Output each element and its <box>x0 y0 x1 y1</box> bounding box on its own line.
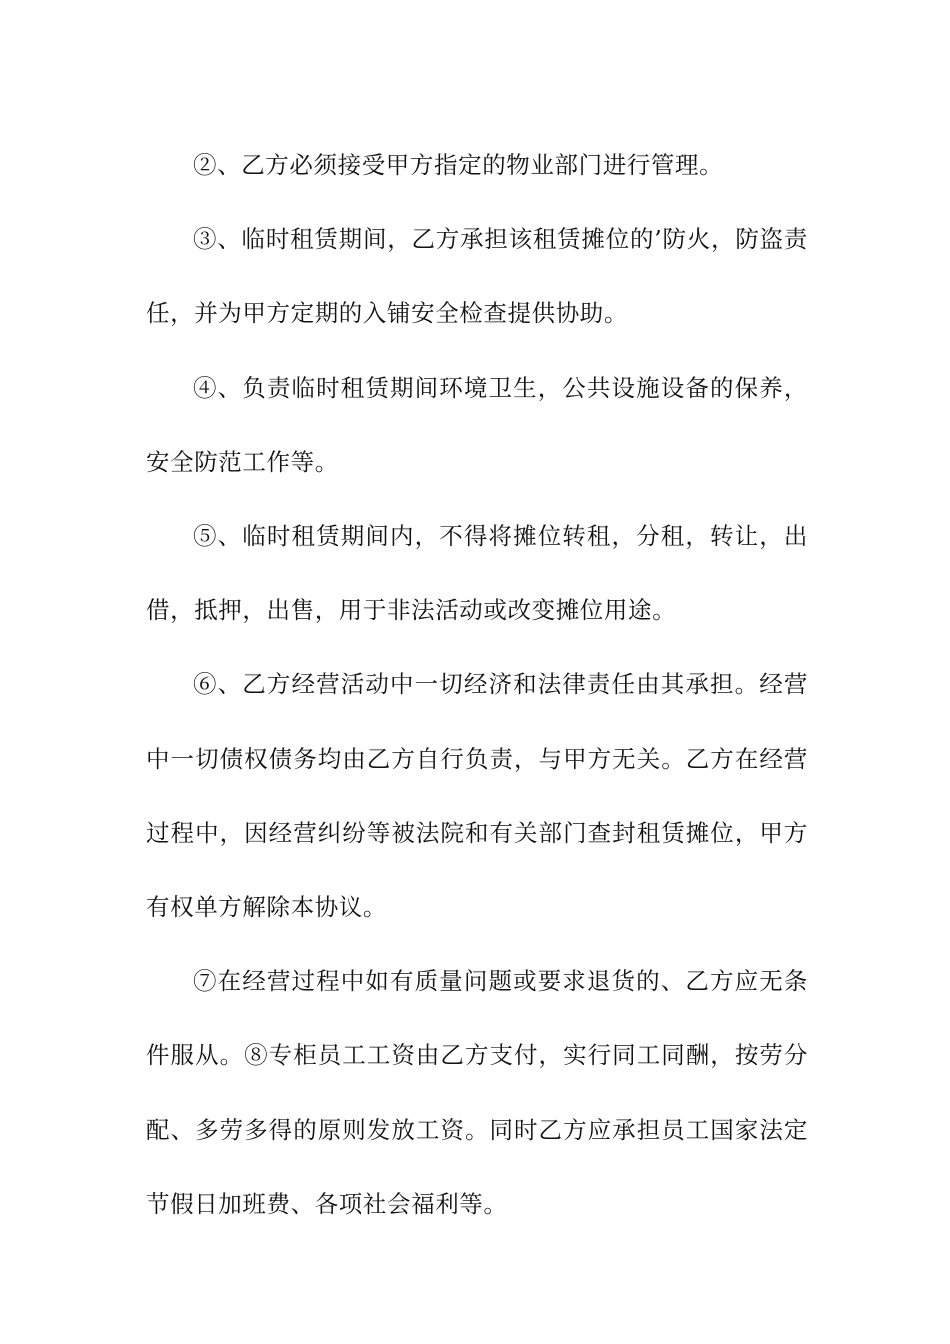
clause-3-paragraph: ③、临时租赁期间，乙方承担该租赁摊位的’防火，防盗责任，并为甲方定期的入铺安全检查提供协助。 <box>146 225 808 328</box>
clause-2-paragraph: ②、乙方必须接受甲方指定的物业部门进行管理。 <box>193 151 724 179</box>
clause-4-paragraph: ④、负责临时租赁期间环境卫生，公共设施设备的保养，安全防范工作等。 <box>146 373 808 476</box>
clause-6-paragraph: ⑥、乙方经营活动中一切经济和法律责任由其承担。经营中一切债权债务均由乙方自行负责，与甲方无关。乙方在经营过程中，因经营纠纷等被法院和有关部门查封租赁摊位，甲方有权单方解除本协议。 <box>146 670 808 922</box>
clause-5-paragraph: ⑤、临时租赁期间内，不得将摊位转租，分租，转让，出借，抵押，出售，用于非法活动或改变摊位用途。 <box>146 522 808 625</box>
clause-7-8-paragraph: ⑦在经营过程中如有质量问题或要求退货的、乙方应无条件服从。⑧专柜员工工资由乙方支付，实行同工同酬，按劳分配、多劳多得的原则发放工资。同时乙方应承担员工国家法定节假日加班费、各项社会福利等。 <box>146 967 808 1218</box>
document-body <box>146 128 808 1241</box>
